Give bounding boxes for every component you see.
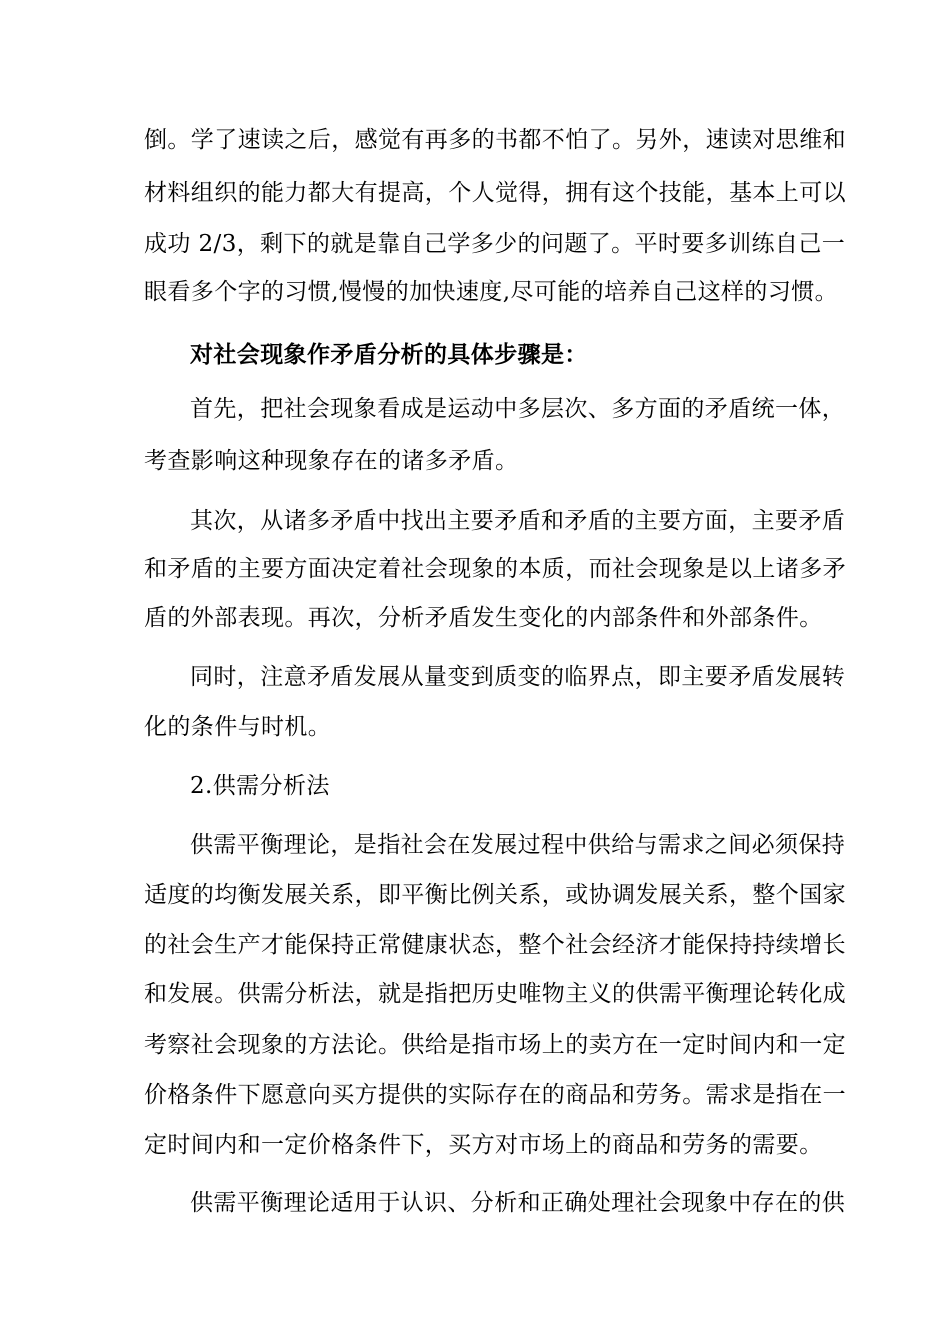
paragraph-line: 供需平衡理论，是指社会在发展过程中供给与需求之间必须保持 bbox=[190, 832, 846, 858]
subsection-heading: 2.供需分析法 bbox=[190, 773, 330, 799]
paragraph-line: 盾的外部表现。再次，分析矛盾发生变化的内部条件和外部条件。 bbox=[144, 605, 823, 631]
paragraph-line: 倒。学了速读之后，感觉有再多的书都不怕了。另外，速读对思维和 bbox=[144, 127, 846, 153]
paragraph-line: 考查影响这种现象存在的诸多矛盾。 bbox=[144, 448, 519, 474]
paragraph-line: 适度的均衡发展关系，即平衡比例关系，或协调发展关系，整个国家 bbox=[144, 882, 846, 908]
paragraph-line: 成功 2/3，剩下的就是靠自己学多少的问题了。平时要多训练自己一 bbox=[144, 231, 846, 257]
paragraph-line: 眼看多个字的习惯,慢慢的加快速度,尽可能的培养自己这样的习惯。 bbox=[144, 279, 839, 305]
paragraph-line: 化的条件与时机。 bbox=[144, 714, 332, 740]
section-heading: 对社会现象作矛盾分析的具体步骤是： bbox=[190, 341, 588, 368]
paragraph-line: 和发展。供需分析法，就是指把历史唯物主义的供需平衡理论转化成 bbox=[144, 981, 846, 1007]
paragraph-line: 供需平衡理论适用于认识、分析和正确处理社会现象中存在的供 bbox=[190, 1190, 846, 1216]
paragraph-line: 定时间内和一定价格条件下，买方对市场上的商品和劳务的需要。 bbox=[144, 1132, 823, 1158]
paragraph-line: 其次，从诸多矛盾中找出主要矛盾和矛盾的主要方面，主要矛盾 bbox=[190, 508, 846, 534]
paragraph-line: 的社会生产才能保持正常健康状态，整个社会经济才能保持持续增长 bbox=[144, 932, 846, 958]
paragraph-line: 材料组织的能力都大有提高，个人觉得，拥有这个技能，基本上可以 bbox=[144, 180, 846, 206]
paragraph-line: 同时，注意矛盾发展从量变到质变的临界点，即主要矛盾发展转 bbox=[190, 664, 846, 690]
paragraph-line: 考察社会现象的方法论。供给是指市场上的卖方在一定时间内和一定 bbox=[144, 1032, 846, 1058]
paragraph-line: 首先，把社会现象看成是运动中多层次、多方面的矛盾统一体， bbox=[190, 396, 846, 422]
paragraph-line: 价格条件下愿意向买方提供的实际存在的商品和劳务。需求是指在一 bbox=[144, 1082, 846, 1108]
paragraph-line: 和矛盾的主要方面决定着社会现象的本质，而社会现象是以上诸多矛 bbox=[144, 556, 846, 582]
